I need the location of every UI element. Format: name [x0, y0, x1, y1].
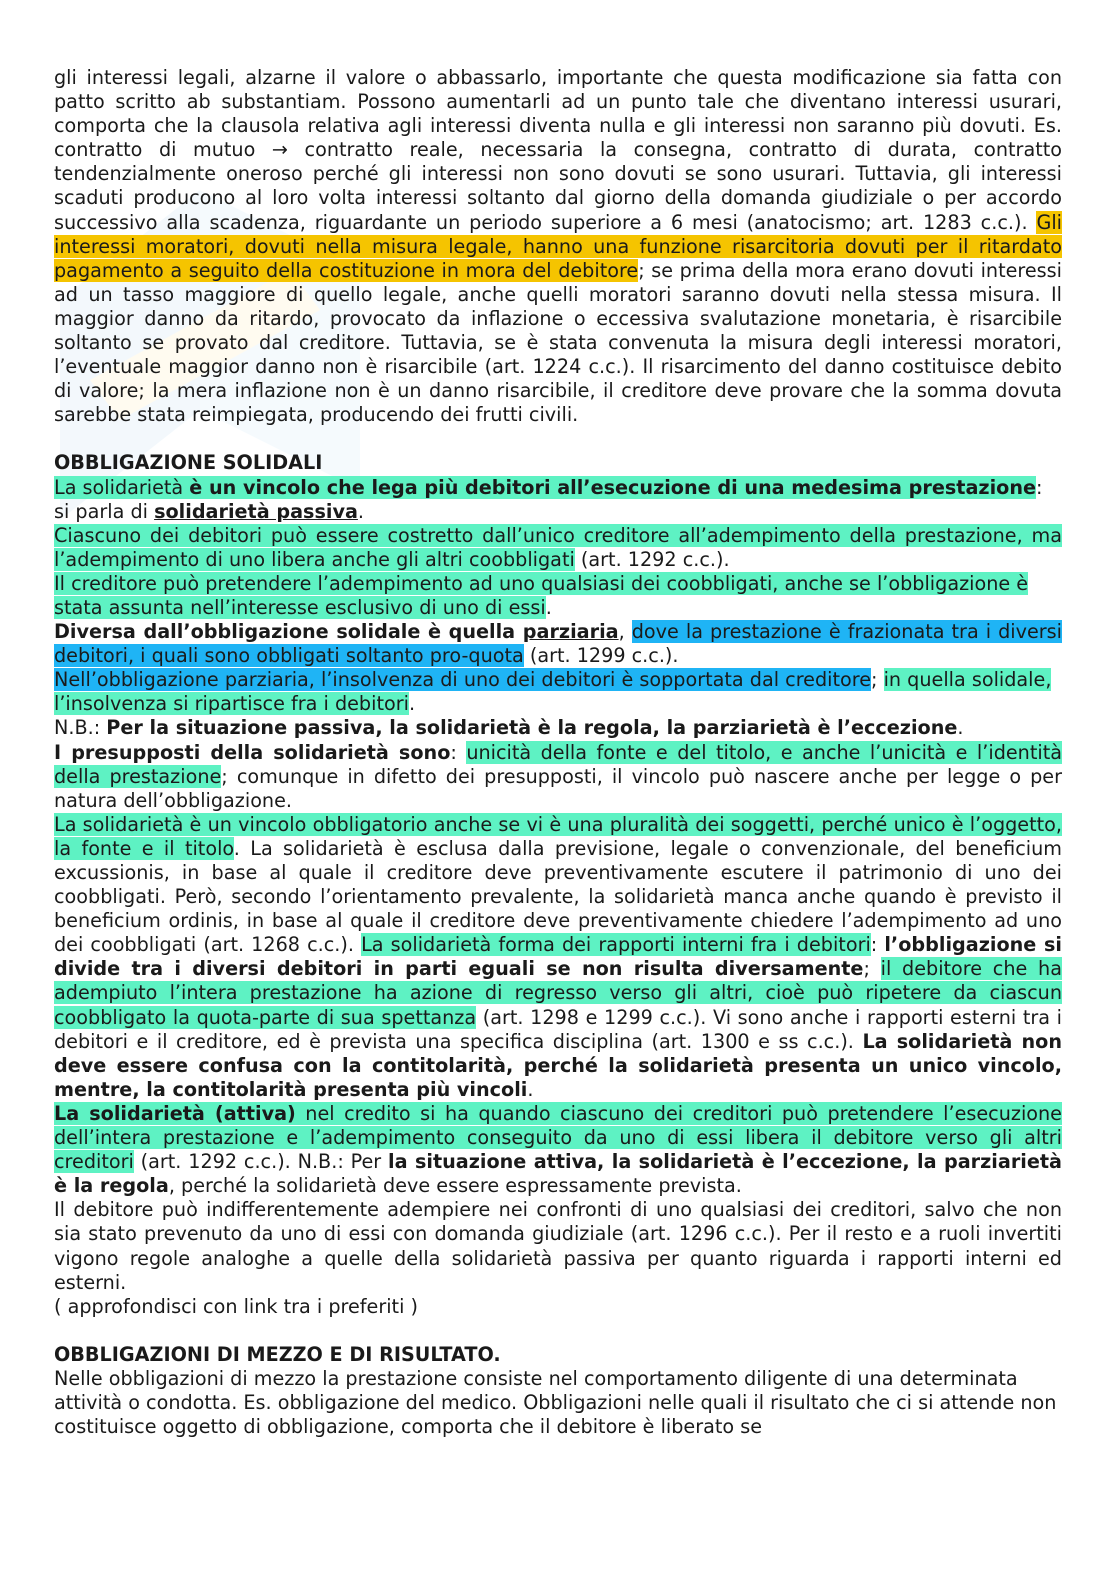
document-page: [54, 66, 1062, 1439]
paragraph-parziaria: Diversa dall’obbligazione solidale è quella parziaria, dove la prestazione è frazionata tra i diversi debitori, i quali sono obbligati soltanto pro-quota (art. 1299 c.c.).: [54, 620, 1063, 668]
paragraph-presupposti: I presupposti della solidarietà sono: unicità della fonte e del titolo, e anche l’unicità e l’identità della prestazione; comunque in difetto dei presupposti, il vincolo può nascere anche per legge o per natura dell’obbligazione.: [54, 740, 1062, 812]
paragraph-creditore: Il creditore può pretendere l’adempimento ad uno qualsiasi dei coobbligati, anche se l’obbligazione è stata assunta nell’interesse esclusivo di uno di essi.: [54, 571, 1029, 619]
paragraph-adempimento: Ciascuno dei debitori può essere costretto dall’unico creditore all’adempimento della prestazione, ma l’adempimento di uno libera anche gli altri coobbligati (art. 1292 c.c.).: [54, 523, 1062, 571]
paragraph-interessi: gli interessi legali, alzarne il valore o abbassarlo, importante che questa modificazione sia fatta con patto scritto ab substantiam. Possono aumentarli ad un punto tale che diventano interessi usurari, comporta che la clausola relativa agli interessi diventa nulla e gli interessi non saranno più dovuti. Es. contratto di mutuo → contratto reale, necessaria la consegna, contratto di durata, contratto tendenzialmente oneroso perché gli interessi non sono dovuti se sono usurari. Tuttavia, gli interessi scaduti producono al loro volta interessi soltanto dal giorno della domanda giudiziale o per accordo successivo alla scadenza, riguardante un periodo superiore a 6 mesi (anatocismo; art. 1283 c.c.). Gli interessi moratori, dovuti nella misura legale, hanno una funzione risarcitoria dovuti per il ritardato pagamento a seguito della costituzione in mora del debitore; se prima della mora erano dovuti interessi ad un tasso maggiore di quello legale, anche quelli moratori saranno dovuti nella stessa misura. Il maggior danno da ritardo, provocato da inflazione o eccessiva svalutazione monetaria, è risarcibile soltanto se provato dal creditore. Tuttavia, se è stata convenuta la misura degli interessi moratori, l’eventuale maggior danno non è risarcibile (art. 1224 c.c.). Il risarcimento del danno costituisce debito di valore; la mera inflazione non è un danno risarcibile, il creditore deve provare che la somma dovuta sarebbe stata reimpiegata, producendo dei frutti civili.: [54, 66, 1062, 427]
arrow-icon: →: [271, 138, 288, 162]
paragraph-solidarieta-passiva: La solidarietà è un vincolo che lega più debitori all’esecuzione di una medesima prestazione: si parla di solidarietà passiva.: [54, 475, 1043, 523]
paragraph-solidarieta-attiva: La solidarietà (attiva) nel credito si ha quando ciascuno dei creditori può pretendere l’esecuzione dell’intera prestazione e l’adempimento conseguito da uno di essi libera il debitore verso gli altri creditori (art. 1292 c.c.). N.B.: Per la situazione attiva, la solidarietà è l’eccezione, la parziarietà è la regola, perché la solidarietà deve essere espressamente prevista.: [54, 1101, 1062, 1198]
paragraph-nb-passiva: N.B.: Per la situazione passiva, la solidarietà è la regola, la parziarietà è l’eccezione.: [54, 716, 964, 740]
paragraph-debitore: Il debitore può indifferentemente adempiere nei confronti di uno qualsiasi dei creditori, salvo che non sia stato prevenuto da uno di essi con domanda giudiziale (art. 1296 c.c.). Per il resto e a ruoli invertiti vigono regole analoghe a quelle della solidarietà passiva per quanto riguarda i rapporti interni ed esterni.: [54, 1198, 1062, 1294]
paragraph-vincolo: La solidarietà è un vincolo obbligatorio anche se vi è una pluralità dei soggetti, perché unico è l’oggetto, la fonte e il titolo. La solidarietà è esclusa dalla previsione, legale o convenzionale, del beneficium excussionis, in base al quale il creditore deve preventivamente escutere il patrimonio di uno dei coobbligati. Però, secondo l’orientamento prevalente, la solidarietà manca anche quando è previsto il beneficium ordinis, in base al quale il creditore deve preventivamente chiedere l’adempimento ad uno dei coobbligati (art. 1268 c.c.). La solidarietà forma dei rapporti interni fra i debitori: l’obbligazione si divide tra i diversi debitori in parti eguali se non risulta diversamente; il debitore che ha adempiuto l’intera prestazione ha azione di regresso verso gli altri, cioè può ripetere da ciascun coobbligato la quota-parte di sua spettanza (art. 1298 e 1299 c.c.). Vi sono anche i rapporti esterni tra i debitori e il creditore, ed è prevista una specifica disciplina (art. 1300 e ss c.c.). La solidarietà non deve essere confusa con la contitolarità, perché la solidarietà presenta un unico vincolo, mentre, la contitolarità presenta più vincoli.: [54, 812, 1062, 1101]
heading-obbligazione-solidali: OBBLIGAZIONE SOLIDALI: [54, 451, 323, 475]
paragraph-approfondisci: ( approfondisci con link tra i preferiti ): [54, 1294, 418, 1318]
paragraph-insolvenza: Nell’obbligazione parziaria, l’insolvenza di uno dei debitori è sopportata dal creditore; in quella solidale, l’insolvenza si ripartisce fra i debitori.: [54, 668, 1052, 716]
highlight-interessi-moratori: Gli interessi moratori, dovuti nella misura legale, hanno una funzione risarcitoria dovuti per il ritardato pagamento a seguito della costituzione in mora del debitore: [54, 210, 1062, 282]
paragraph-mezzo-risultato: Nelle obbligazioni di mezzo la prestazione consiste nel comportamento diligente di una determinata attività o condotta. Es. obbligazione del medico. Obbligazioni nelle quali il risultato che ci si attende non costituisce oggetto di obbligazione, comporta che il debitore è liberato se: [54, 1366, 1057, 1439]
heading-obbligazioni-mezzo-risultato: OBBLIGAZIONI DI MEZZO E DI RISULTATO.: [54, 1342, 501, 1366]
